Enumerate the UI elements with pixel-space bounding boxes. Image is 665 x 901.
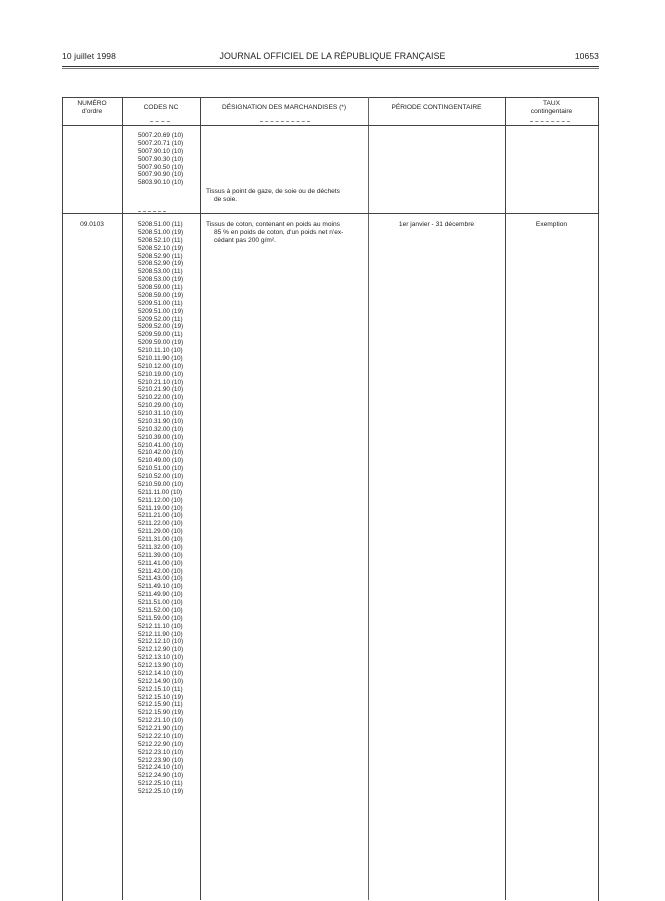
nc-code: 5211.43.00 (10) bbox=[138, 575, 183, 583]
nc-code: 5210.19.00 (10) bbox=[138, 370, 184, 378]
nc-code: 5208.59.00 (11) bbox=[138, 284, 183, 291]
nc-code: 5212.11.10 (10) bbox=[138, 622, 183, 630]
nc-code: 5211.42.00 (10) bbox=[138, 567, 183, 575]
nc-code: 5210.42.00 (10) bbox=[138, 449, 184, 457]
nc-code: 5212.14.90 (10) bbox=[138, 677, 184, 685]
dash-mark bbox=[150, 121, 170, 122]
nc-code: 5212.21.90 (10) bbox=[138, 725, 184, 732]
designation-row-a: Tissus à point de gaze, de soie ou de déchets de soie. bbox=[206, 188, 340, 203]
nc-code: 5212.25.10 (11) bbox=[138, 780, 183, 788]
nc-code: 5211.12.00 (10) bbox=[138, 496, 183, 504]
nc-code: 5803.90.10 (10) bbox=[138, 179, 184, 187]
codes-list-row-b bbox=[138, 221, 213, 796]
numero-ordre: 09.0103 bbox=[80, 221, 104, 228]
nc-code: 5212.15.10 (19) bbox=[138, 693, 184, 701]
nc-code: 5007.90.50 (10) bbox=[138, 163, 184, 171]
nc-code: 5211.52.00 (10) bbox=[138, 606, 183, 614]
nc-code: 5007.90.30 (10) bbox=[138, 155, 184, 163]
nc-code: 5210.22.00 (10) bbox=[138, 394, 184, 402]
nc-code: 5212.24.90 (10) bbox=[138, 772, 184, 780]
nc-code: 5210.31.10 (10) bbox=[138, 410, 184, 417]
nc-code: 5212.22.90 (10) bbox=[138, 740, 184, 748]
nc-code: 5210.52.00 (10) bbox=[138, 473, 184, 480]
nc-code: 5212.24.10 (10) bbox=[138, 764, 184, 772]
nc-code: 5208.51.00 (19) bbox=[138, 228, 184, 236]
col-head-taux: TAUX contingentaire bbox=[530, 100, 573, 115]
nc-code: 5211.59.00 (10) bbox=[138, 614, 183, 622]
nc-code: 5208.53.00 (11) bbox=[138, 268, 183, 276]
nc-code: 5210.21.10 (10) bbox=[138, 378, 184, 386]
nc-code: 5007.20.69 (10) bbox=[138, 132, 184, 139]
nc-code: 5212.15.90 (19) bbox=[138, 709, 184, 717]
nc-code: 5210.41.00 (10) bbox=[138, 441, 184, 449]
col-head-codes: CODES NC bbox=[143, 104, 179, 111]
nc-code: 5209.52.00 (19) bbox=[138, 323, 184, 331]
nc-code: 5212.11.90 (10) bbox=[138, 630, 183, 638]
nc-code: 5210.12.00 (10) bbox=[138, 362, 184, 370]
nc-code: 5211.11.00 (10) bbox=[138, 488, 183, 496]
nc-code: 5212.13.90 (10) bbox=[138, 662, 184, 669]
nc-code: 5210.11.10 (10) bbox=[138, 347, 183, 354]
nc-code: 5210.29.00 (10) bbox=[138, 402, 184, 410]
col-divider-4 bbox=[505, 97, 506, 900]
row-separator bbox=[62, 213, 598, 214]
col-head-numero: NUMÉRO d'ordre bbox=[77, 100, 107, 115]
header-date: 10 juillet 1998 bbox=[62, 51, 116, 61]
col-divider-3 bbox=[368, 97, 369, 900]
nc-code: 5212.21.10 (10) bbox=[138, 717, 184, 725]
nc-code: 5211.29.00 (10) bbox=[138, 528, 183, 536]
nc-code: 5212.12.10 (10) bbox=[138, 638, 184, 646]
nc-code: 5211.51.00 (10) bbox=[138, 599, 183, 606]
nc-code: 5208.51.00 (11) bbox=[138, 221, 183, 228]
header-rule bbox=[62, 66, 599, 67]
nc-code: 5212.15.10 (11) bbox=[138, 685, 183, 693]
nc-code: 5210.11.90 (10) bbox=[138, 354, 183, 362]
designation-row-b: Tissus de coton, contenant en poids au moins 85 % en poids de coton, d'un poids net n'ex- cédant pas 200 g/m². bbox=[206, 221, 344, 244]
nc-code: 5210.51.00 (10) bbox=[138, 465, 184, 473]
nc-code: 5211.21.00 (10) bbox=[138, 512, 183, 520]
nc-code: 5007.20.71 (10) bbox=[138, 139, 184, 147]
nc-code: 5209.51.00 (11) bbox=[138, 299, 183, 307]
nc-code: 5211.39.00 (10) bbox=[138, 551, 183, 559]
nc-code: 5007.90.10 (10) bbox=[138, 147, 184, 155]
nc-code: 5212.23.10 (10) bbox=[138, 748, 184, 756]
page-number: 10653 bbox=[574, 51, 599, 61]
col-head-periode: PÉRIODE CONTINGENTAIRE bbox=[391, 104, 482, 111]
taux-contingentaire: Exemption bbox=[535, 221, 568, 228]
nc-code: 5212.13.10 (10) bbox=[138, 654, 184, 662]
dash-mark bbox=[260, 121, 310, 122]
col-divider-1 bbox=[122, 97, 123, 900]
nc-code: 5212.25.10 (19) bbox=[138, 788, 184, 795]
nc-code: 5212.22.10 (10) bbox=[138, 732, 184, 740]
nc-code: 5209.59.00 (11) bbox=[138, 331, 183, 339]
nc-code: 5209.52.00 (11) bbox=[138, 315, 183, 323]
nc-code: 5211.31.00 (10) bbox=[138, 536, 183, 543]
dash-mark bbox=[138, 211, 166, 212]
nc-code: 5210.21.90 (10) bbox=[138, 386, 184, 394]
nc-code: 5211.49.10 (10) bbox=[138, 583, 183, 591]
nc-code: 5210.49.00 (10) bbox=[138, 457, 184, 465]
journal-title: JOURNAL OFFICIEL DE LA RÉPUBLIQUE FRANÇAISE bbox=[219, 51, 446, 61]
nc-code: 5210.39.00 (10) bbox=[138, 433, 184, 441]
nc-code: 5211.32.00 (10) bbox=[138, 543, 183, 551]
nc-code: 5209.59.00 (19) bbox=[138, 339, 184, 347]
nc-code: 5211.19.00 (10) bbox=[138, 504, 183, 512]
nc-code: 5007.90.90 (10) bbox=[138, 171, 184, 179]
nc-code: 5212.12.90 (10) bbox=[138, 646, 184, 654]
periode-contingentaire: 1er janvier - 31 décembre bbox=[398, 221, 475, 228]
nc-code: 5212.23.90 (10) bbox=[138, 756, 184, 764]
header-bottom-rule bbox=[62, 125, 598, 126]
nc-code: 5212.14.10 (10) bbox=[138, 669, 184, 677]
col-head-designation: DÉSIGNATION DES MARCHANDISES (*) bbox=[221, 104, 347, 111]
dash-mark bbox=[530, 121, 570, 122]
codes-list-row-a bbox=[138, 132, 213, 187]
nc-code: 5208.52.10 (11) bbox=[138, 236, 183, 244]
nc-code: 5210.31.90 (10) bbox=[138, 417, 184, 425]
nc-code: 5208.59.00 (19) bbox=[138, 291, 184, 299]
nc-code: 5208.52.90 (11) bbox=[138, 252, 183, 260]
nc-code: 5211.49.90 (10) bbox=[138, 591, 183, 599]
nc-code: 5208.53.00 (19) bbox=[138, 276, 184, 284]
nc-code: 5208.52.10 (19) bbox=[138, 244, 184, 252]
nc-code: 5211.22.00 (10) bbox=[138, 520, 183, 528]
nc-code: 5209.51.00 (19) bbox=[138, 307, 184, 315]
header-rule-thin bbox=[62, 68, 599, 69]
nc-code: 5212.15.90 (11) bbox=[138, 701, 183, 709]
nc-code: 5211.41.00 (10) bbox=[138, 559, 183, 567]
nc-code: 5210.59.00 (10) bbox=[138, 480, 184, 488]
nc-code: 5210.32.00 (10) bbox=[138, 425, 184, 433]
nc-code: 5208.52.90 (19) bbox=[138, 260, 184, 268]
